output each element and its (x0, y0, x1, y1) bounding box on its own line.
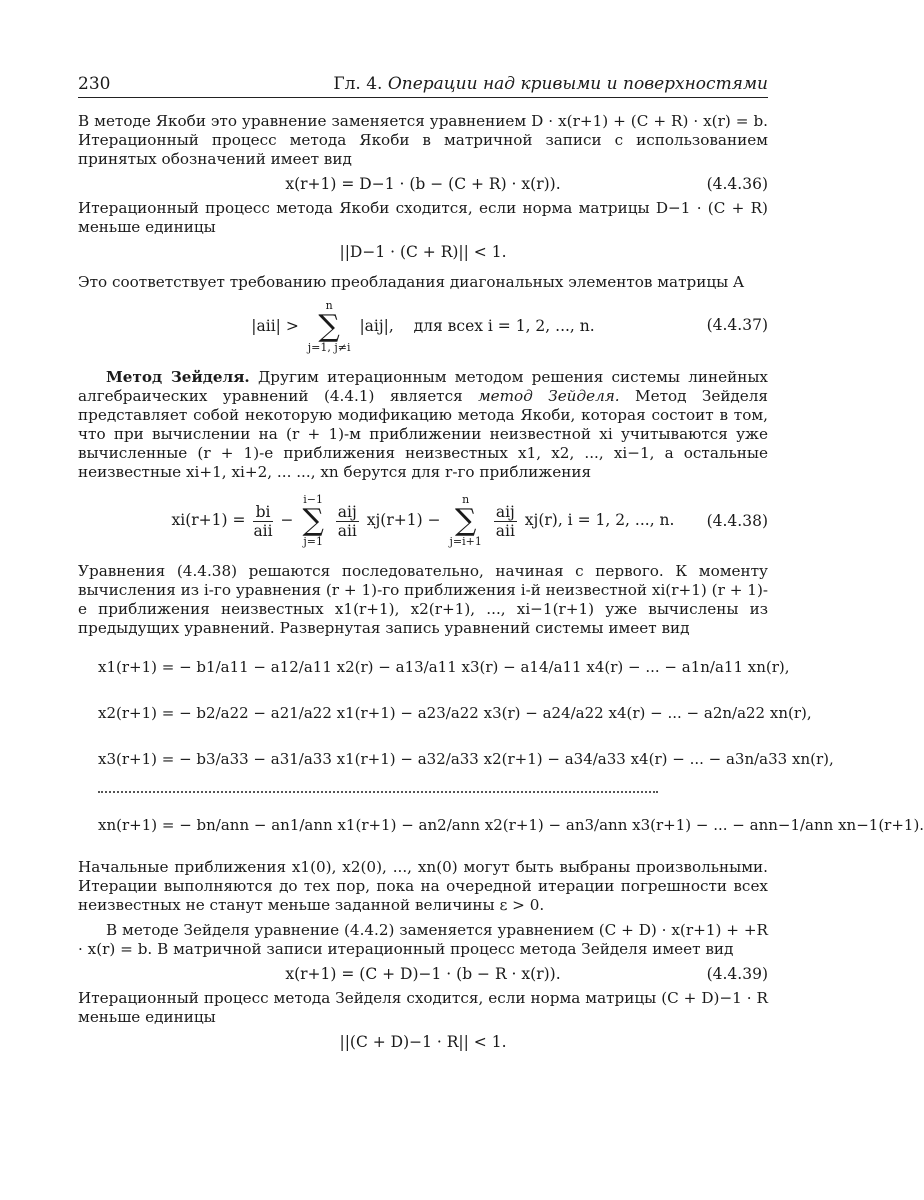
term-emphasis: метод Зейделя. (478, 387, 620, 405)
equation-number: (4.4.38) (706, 512, 768, 530)
fraction: $\frac{\text{aij}}{\text{aii}}$ (337, 502, 357, 540)
system-row-n: xn(r+1) = − bn/ann − an1/ann x1(r+1) − an2/ann x2(r+1) − an3/ann x3(r+1) − ... − ann−1/ann xn−1(r+1). (98, 816, 924, 834)
equation-text: ||D−1 · (C + R)|| < 1. (339, 243, 507, 261)
paragraph-initial-approximations: Начальные приближения x1(0), x2(0), ..., xn(0) могут быть выбраны произвольными. Итерации выполняются до тех пор, пока на очередной итерации погрешности всех неизвестных не станут меньше заданной величины ε > 0. (78, 858, 768, 914)
equation-jacobi-norm (78, 241, 768, 263)
paragraph-seidel-matrix: В методе Зейделя уравнение (4.4.2) заменяется уравнением (C + D) · x(r+1) + +R · x(r) = b. В матричной записи итерационный процесс метода Зейделя имеет вид (78, 921, 768, 958)
chapter-title: Операции над кривыми и поверхностями (387, 74, 768, 94)
equation-term: |aij|, (359, 317, 394, 335)
equation-4-4-38: xi(r+1) = $\frac{bi}{\text{aii}}$ − i−1 ∑ j=1 $\frac{\text{aij}}{\text{aii}}$ xj(r+1) − n ∑ j=i+1 $\frac{\text{aij}}{\text{aii}}$ xj(r), i = 1, 2, ..., n. (4.4.38) (171, 493, 768, 548)
equation-4-4-37 (78, 300, 768, 354)
chapter-heading: Гл. 4. Операции над кривыми и поверхностями (333, 74, 768, 94)
equation-text: x(r+1) = (C + D)−1 · (b − R · x(r)). (285, 965, 561, 983)
page-number: 230 (78, 74, 111, 94)
equation-lhs: |aii| > (251, 317, 299, 335)
summation-sign: n ∑ j=i+1 (449, 493, 482, 548)
fraction: $\frac{\text{aij}}{\text{aii}}$ (495, 502, 515, 540)
system-row-1: x1(r+1) = − b1/a11 − a12/a11 x2(r) − a13/a11 x3(r) − a14/a11 x4(r) − ... − a1n/a11 xn(r), (98, 658, 790, 676)
equation-number: (4.4.37) (706, 316, 768, 334)
equation-seidel-norm (78, 1031, 768, 1053)
dotted-separator (98, 791, 658, 793)
equation-number: (4.4.36) (706, 175, 768, 193)
book-page (78, 70, 924, 1057)
paragraph-diagonal-dominance: Это соответствует требованию преобладания диагональных элементов матрицы A (78, 273, 745, 291)
equation-4-4-36 (78, 173, 768, 195)
equation-text: x(r+1) = D−1 · (b − (C + R) · x(r)). (285, 175, 561, 193)
running-header (78, 70, 768, 98)
equation-4-4-39 (78, 963, 768, 985)
equation-text: ||(C + D)−1 · R|| < 1. (339, 1033, 507, 1051)
fraction: $\frac{bi}{\text{aii}}$ (253, 502, 273, 540)
paragraph-seidel-convergence: Итерационный процесс метода Зейделя сходится, если норма матрицы (C + D)−1 · R меньше единицы (78, 989, 768, 1026)
system-row-2: x2(r+1) = − b2/a22 − a21/a22 x1(r+1) − a23/a22 x3(r) − a24/a22 x4(r) − ... − a2n/a22 xn(r), (98, 704, 812, 722)
section-run-in-heading: Метод Зейделя. (106, 368, 250, 386)
paragraph-jacobi-intro: В методе Якоби это уравнение заменяется уравнением D · x(r+1) + (C + R) · x(r) = b. Итерационный процесс метода Якоби в матричной записи с использованием принятых обозначений имеет вид (78, 112, 768, 168)
paragraph-jacobi-convergence: Итерационный процесс метода Якоби сходится, если норма матрицы D−1 · (C + R) меньше единицы (78, 199, 768, 236)
system-row-3: x3(r+1) = − b3/a33 − a31/a33 x1(r+1) − a32/a33 x2(r+1) − a34/a33 x4(r) − ... − a3n/a33 xn(r), (98, 750, 834, 768)
equation-system (78, 648, 924, 858)
equation-number: (4.4.39) (706, 965, 768, 983)
paragraph-seidel-method: Метод Зейделя. Другим итерационным методом решения системы линейных алгебраических уравнений (4.4.1) является метод Зейделя. Метод Зейделя представляет собой некоторую модификацию метода Якоби, которая состоит в том, что при вычислении на (r + 1)-м приближении неизвестной xi учитываются уже вычисленные (r + 1)-е приближения неизвестных x1, x2, ..., xi−1, а остальные неизвестные xi+1, xi+2, ... ..., xn берутся для r-го приближения (78, 368, 769, 481)
equation-condition: для всех i = 1, 2, ..., n. (413, 317, 595, 335)
header-rule (78, 97, 768, 98)
summation-sign: i−1 ∑ j=1 (302, 493, 324, 548)
paragraph-seidel-sequence: Уравнения (4.4.38) решаются последовательно, начиная с первого. К моменту вычисления из i-го уравнения (r + 1)-го приближения i-й неизвестной xi(r+1) (r + 1)-е приближения неизвестных x1(r+1), x2(r+1), ..., xi−1(r+1) уже вычислены из предыдущих уравнений. Развернутая запись уравнений системы имеет вид (78, 562, 768, 637)
summation-sign: n ∑ j=1, j≠i (307, 299, 351, 354)
